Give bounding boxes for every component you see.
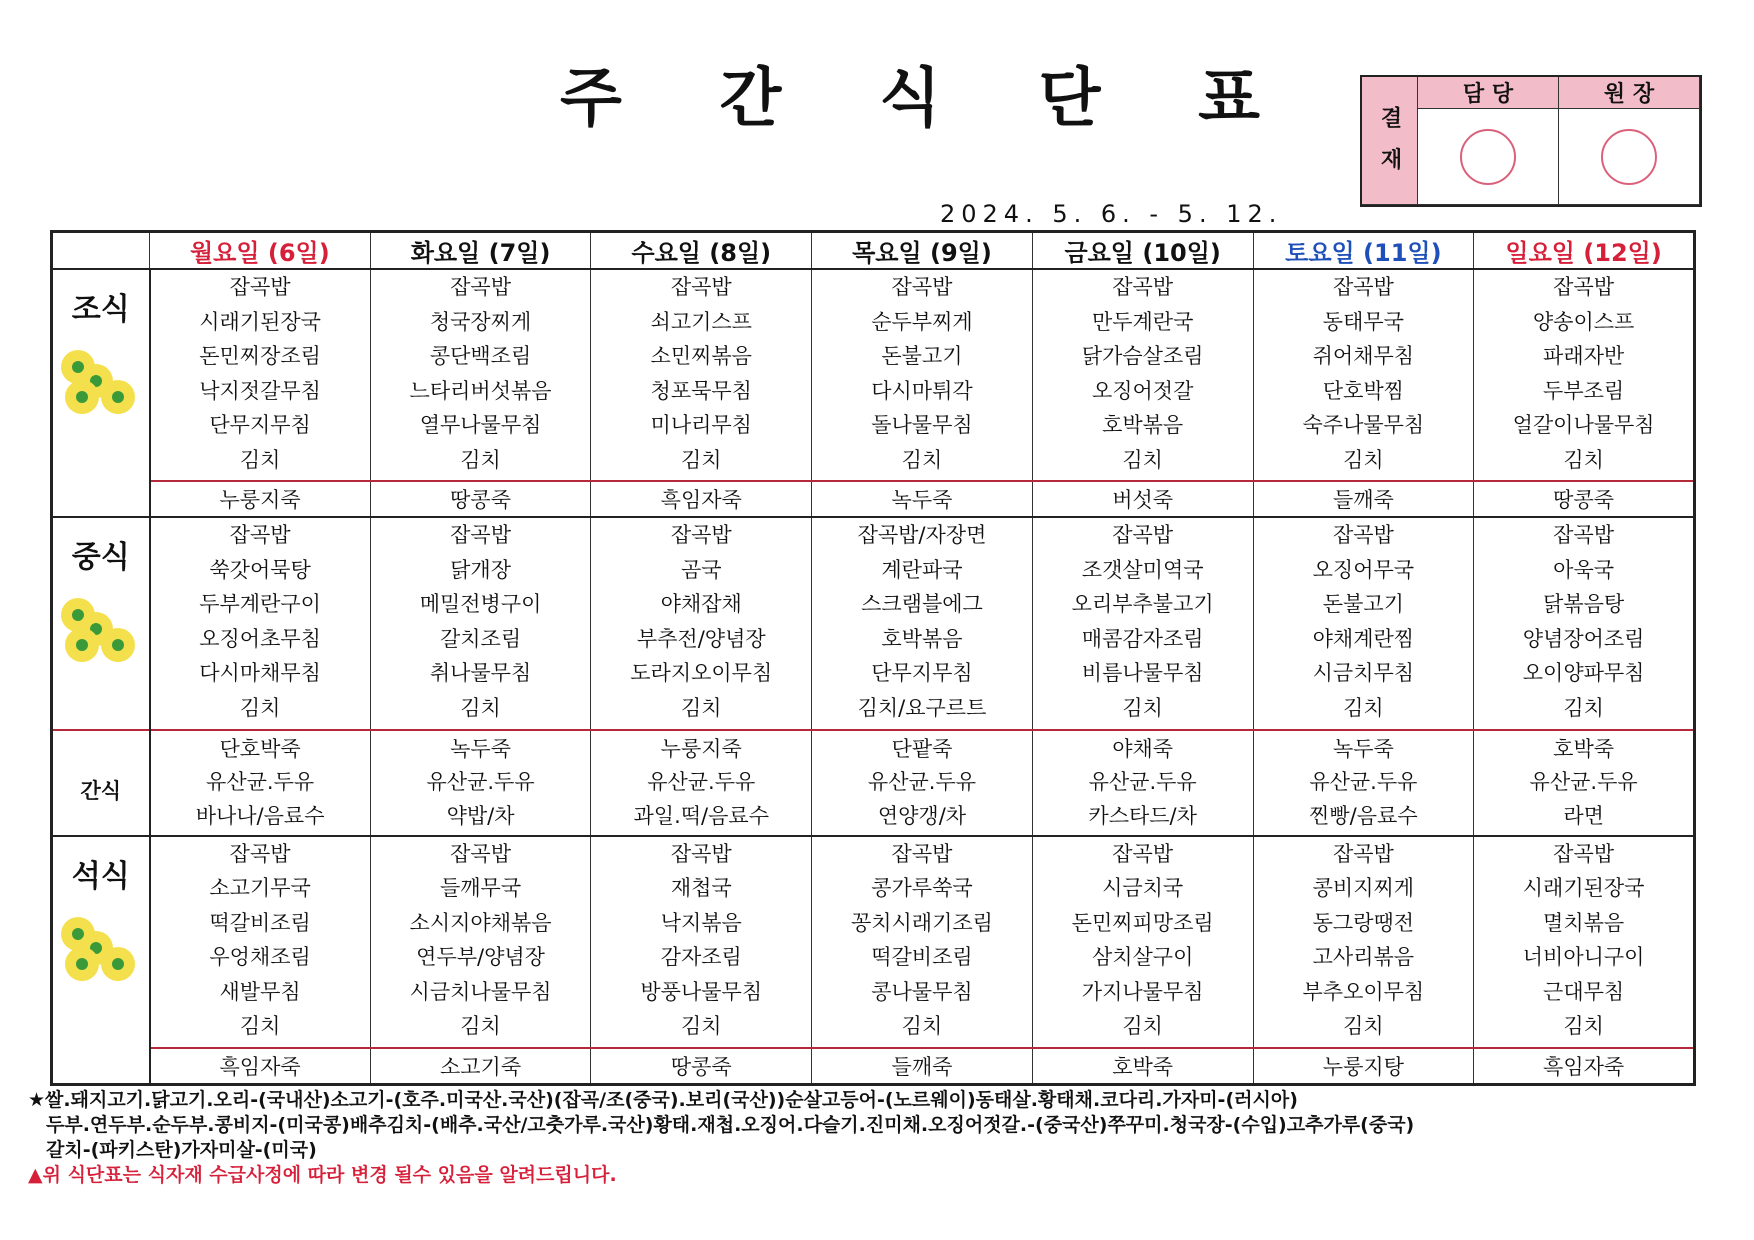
menu-item: 양송이스프: [1532, 309, 1635, 334]
menu-item: 삼치살구이: [1091, 945, 1194, 970]
menu-cell: [1032, 765, 1253, 836]
porridge-cell: 들깨죽: [812, 1048, 1033, 1085]
menu-item: 잡곡밥: [1112, 523, 1174, 548]
stamp-icon: [1460, 129, 1516, 185]
menu-cell: [150, 836, 371, 1048]
menu-item: 열무나물무침: [419, 413, 542, 437]
menu-item: 취나물무침: [429, 661, 532, 686]
menu-item: 유산균.두유: [206, 769, 315, 794]
porridge-cell: 흑임자죽: [591, 481, 812, 517]
day-header: [591, 232, 812, 270]
menu-cell: [1253, 517, 1474, 729]
menu-cell: [591, 765, 812, 836]
menu-item: 김치: [1122, 695, 1163, 720]
menu-item: 순두부찌게: [871, 309, 973, 334]
porridge-cell: 녹두죽: [812, 481, 1033, 517]
porridge-cell: 흑임자죽: [1474, 1048, 1695, 1085]
menu-item: 라면: [1563, 804, 1604, 829]
menu-item: 잡곡밥: [670, 523, 732, 548]
day-header: [1474, 232, 1695, 270]
menu-item: 잡곡밥: [229, 841, 291, 866]
menu-item: 쑥갓어묵탕: [209, 557, 311, 582]
menu-item: 잡곡밥: [1553, 841, 1615, 866]
menu-item: 콩나물무침: [871, 979, 973, 1004]
menu-item: 오징어젓갈: [1091, 378, 1194, 403]
menu-item: 방풍나물무침: [640, 979, 763, 1004]
porridge-cell: 버섯죽: [1032, 481, 1253, 517]
stamp-icon: [1601, 129, 1657, 185]
menu-cell: [1032, 269, 1253, 481]
menu-item: 김치: [1122, 447, 1163, 472]
menu-item: 돌나물무침: [871, 413, 973, 437]
menu-item: 야채계란찜: [1312, 626, 1415, 651]
menu-cell: [1474, 269, 1695, 481]
day-label-fri: 금요일 (10일): [1064, 239, 1221, 267]
menu-item: 아욱국: [1553, 557, 1615, 582]
menu-item: 유산균.두유: [426, 769, 535, 794]
menu-cell: [812, 836, 1033, 1048]
menu-item: 도라지오이무침: [630, 661, 773, 686]
menu-item: 쥐어채무침: [1312, 344, 1415, 368]
menu-item: 갈치조림: [439, 626, 522, 651]
menu-item: 김치: [680, 1014, 722, 1039]
menu-item: 잡곡밥: [670, 841, 732, 866]
title-char: 표: [1198, 62, 1260, 136]
menu-item: 단무지무침: [209, 413, 311, 437]
menu-cell: [150, 517, 371, 729]
menu-cell: [1474, 765, 1695, 836]
porridge-cell: 호박죽: [1032, 1048, 1253, 1085]
menu-item: 곰국: [680, 557, 722, 582]
menu-item: 유산균.두유: [867, 769, 977, 794]
porridge-row-snack: [52, 730, 1695, 765]
menu-item: 시금치나물무침: [409, 979, 552, 1004]
menu-table: [50, 230, 1696, 1086]
porridge-cell: 호박죽: [1474, 730, 1695, 765]
porridge-cell: 녹두죽: [370, 730, 591, 765]
menu-item: 떡갈비조림: [209, 910, 311, 935]
menu-item: 낙지젓갈무침: [199, 378, 321, 403]
porridge-cell: 단호박죽: [150, 730, 371, 765]
menu-cell: [370, 765, 591, 836]
menu-item: 잡곡밥: [1112, 841, 1174, 866]
page-title: [560, 48, 1260, 138]
menu-item: 멸치볶음: [1543, 910, 1625, 935]
menu-item: 쇠고기스프: [650, 309, 752, 334]
menu-item: 새발무침: [219, 979, 301, 1004]
menu-item: 연양갱/차: [877, 804, 967, 829]
porridge-cell: 땅콩죽: [370, 481, 591, 517]
meal-label-breakfast: [52, 269, 150, 517]
day-header: [1253, 232, 1474, 270]
meal-row-lunch: [52, 517, 1695, 729]
menu-item: 동그랑땡전: [1312, 910, 1415, 935]
menu-cell: [812, 517, 1033, 729]
menu-item: 잡곡밥: [450, 523, 511, 548]
menu-item: 다시마튀각: [871, 378, 973, 403]
porridge-cell: 누룽지탕: [1253, 1048, 1474, 1085]
menu-item: 카스타드/차: [1088, 804, 1197, 829]
menu-cell: [812, 765, 1033, 836]
menu-item: 유산균.두유: [1088, 769, 1197, 794]
menu-item: 콩단백조림: [429, 344, 532, 368]
menu-item: 다시마채무침: [199, 661, 321, 686]
meal-row-snack: [52, 765, 1695, 836]
menu-item: 김치: [1343, 447, 1384, 472]
menu-item: 우엉채조림: [209, 945, 311, 970]
flower-icon: [61, 598, 141, 668]
menu-item: 호박볶음: [881, 626, 963, 651]
menu-item: 소고기무국: [209, 876, 311, 901]
menu-item: 잡곡밥: [891, 841, 953, 866]
meal-label-lunch: [52, 517, 150, 729]
porridge-cell: 흑임자죽: [150, 1048, 371, 1085]
menu-cell: [370, 269, 591, 481]
menu-cell: [1253, 269, 1474, 481]
approval-box: [1360, 75, 1702, 207]
menu-item: 유산균.두유: [1529, 769, 1638, 794]
notes: [28, 1088, 1728, 1188]
meal-label-text: 석식: [71, 858, 130, 894]
menu-item: 찐빵/음료수: [1309, 804, 1418, 829]
menu-item: 고사리볶음: [1312, 945, 1415, 970]
approval-side-label: 결 재: [1362, 77, 1418, 205]
menu-item: 매콤감자조림: [1081, 626, 1204, 651]
menu-item: 콩가루쑥국: [871, 876, 973, 901]
menu-item: 김치: [460, 1014, 501, 1039]
menu-item: 약밥/차: [446, 804, 515, 829]
meal-label-snack: [52, 730, 150, 836]
menu-cell: [812, 269, 1033, 481]
day-label-wed: 수요일 (8일): [631, 239, 772, 267]
menu-item: 미나리무침: [650, 413, 752, 437]
day-label-tue: 화요일 (7일): [410, 239, 551, 267]
menu-item: 두부조림: [1543, 378, 1625, 403]
menu-item: 잡곡밥: [670, 275, 732, 299]
menu-item: 오리부추불고기: [1071, 592, 1214, 617]
menu-item: 시래기된장국: [199, 309, 321, 334]
menu-item: 김치/요구르트: [857, 695, 987, 720]
menu-item: 잡곡밥/자장면: [857, 523, 987, 548]
menu-item: 김치: [1122, 1014, 1163, 1039]
day-header: [370, 232, 591, 270]
menu-item: 오징어초무침: [199, 626, 321, 651]
menu-item: 감자조림: [660, 945, 742, 970]
menu-cell: [591, 269, 812, 481]
menu-item: 돈민찌피망조림: [1071, 910, 1214, 935]
menu-cell: [150, 765, 371, 836]
menu-item: 김치: [1343, 695, 1384, 720]
menu-item: 소민찌볶음: [650, 344, 752, 368]
menu-item: 유산균.두유: [647, 769, 756, 794]
menu-item: 닭볶음탕: [1543, 592, 1625, 617]
menu-item: 떡갈비조림: [871, 945, 973, 970]
menu-item: 잡곡밥: [450, 841, 511, 866]
menu-item: 가지나물무침: [1081, 979, 1204, 1004]
origin-note: ★쌀.돼지고기.닭고기.오리-(국내산)소고기-(호주.미국산.국산)(잡곡/조(중국).보리(국산))순살고등어-(노르웨이)동태살.황태채.코다리.가자미-(러시아): [28, 1089, 1298, 1111]
flower-icon: [61, 917, 141, 987]
menu-item: 느타리버섯볶음: [409, 378, 552, 403]
meal-row-dinner: [52, 836, 1695, 1048]
menu-item: 잡곡밥: [1553, 275, 1615, 299]
approval-col-manager: 담 당: [1418, 77, 1559, 109]
menu-item: 김치: [460, 695, 501, 720]
menu-item: 메밀전병구이: [419, 592, 542, 617]
origin-note: 두부.연두부.순두부.콩비지-(미국콩)배추김치-(배추.국산/고춧가루.국산)황태.재첩.오징어.다슬기.진미채.오징어젓갈.-(중국산)쭈꾸미.청국장-(수입)고추가루(중국): [46, 1114, 1415, 1136]
porridge-row-dinner: [52, 1048, 1695, 1085]
porridge-cell: 누룽지죽: [591, 730, 812, 765]
menu-item: 야채잡채: [660, 592, 742, 617]
menu-cell: [591, 517, 812, 729]
menu-item: 잡곡밥: [229, 523, 291, 548]
porridge-row-breakfast: [52, 481, 1695, 517]
menu-item: 돈불고기: [1322, 592, 1404, 617]
day-header-row: [52, 232, 1695, 270]
menu-item: 김치: [239, 1014, 281, 1039]
menu-item: 스크램블에그: [861, 592, 983, 617]
menu-item: 근대무침: [1543, 979, 1625, 1004]
menu-item: 너비아니구이: [1522, 945, 1645, 970]
origin-note: 갈치-(파키스탄)가자미살-(미국): [46, 1139, 317, 1161]
porridge-cell: 땅콩죽: [1474, 481, 1695, 517]
menu-item: 호박볶음: [1102, 413, 1184, 437]
menu-item: 부추오이무침: [1302, 979, 1425, 1004]
menu-item: 김치: [901, 1014, 943, 1039]
menu-item: 돈민찌장조림: [199, 344, 321, 368]
menu-item: 잡곡밥: [229, 275, 291, 299]
menu-body: [52, 269, 1695, 1085]
menu-item: 시금치무침: [1312, 661, 1415, 686]
menu-item: 계란파국: [881, 557, 963, 582]
menu-item: 만두계란국: [1091, 309, 1194, 334]
menu-item: 김치: [239, 695, 281, 720]
porridge-cell: 땅콩죽: [591, 1048, 812, 1085]
porridge-cell: 소고기죽: [370, 1048, 591, 1085]
stamp-manager: [1418, 109, 1559, 205]
meal-row-breakfast: [52, 269, 1695, 481]
day-header: [150, 232, 371, 270]
menu-cell: [1474, 836, 1695, 1048]
menu-cell: [1253, 765, 1474, 836]
menu-item: 두부계란구이: [199, 592, 321, 617]
title-char: 간: [719, 62, 782, 136]
menu-item: 조갯살미역국: [1081, 557, 1204, 582]
meal-label-text: 중식: [71, 540, 130, 576]
day-label-thu: 목요일 (9일): [852, 239, 992, 267]
menu-cell: [370, 836, 591, 1048]
menu-item: 잡곡밥: [1332, 841, 1394, 866]
menu-item: 시금치국: [1102, 876, 1184, 901]
menu-item: 잡곡밥: [1332, 523, 1394, 548]
menu-item: 김치: [680, 695, 722, 720]
menu-item: 돈불고기: [881, 344, 963, 368]
title-char: 단: [1038, 62, 1101, 136]
menu-item: 김치: [460, 447, 501, 472]
menu-item: 파래자반: [1543, 344, 1625, 368]
menu-item: 청국장찌게: [429, 309, 532, 334]
menu-cell: [370, 517, 591, 729]
title-char: 식: [879, 62, 941, 136]
menu-item: 김치: [901, 447, 943, 472]
menu-item: 숙주나물무침: [1302, 413, 1425, 437]
menu-item: 잡곡밥: [891, 275, 953, 299]
menu-item: 오이양파무침: [1522, 661, 1645, 686]
menu-item: 김치: [1563, 1014, 1604, 1039]
menu-item: 잡곡밥: [1112, 275, 1174, 299]
corner-cell: [52, 232, 150, 270]
menu-cell: [1474, 517, 1695, 729]
menu-item: 닭개장: [450, 557, 511, 582]
stamp-director: [1559, 109, 1700, 205]
menu-item: 꽁치시래기조림: [850, 910, 993, 935]
menu-cell: [150, 269, 371, 481]
meal-label-dinner: [52, 836, 150, 1085]
meal-label-text: 간식: [80, 778, 122, 803]
title-char: 주: [560, 62, 622, 136]
menu-item: 재첩국: [670, 876, 732, 901]
menu-item: 닭가슴살조림: [1081, 344, 1204, 368]
menu-item: 잡곡밥: [450, 275, 511, 299]
menu-item: 유산균.두유: [1309, 769, 1418, 794]
menu-item: 양념장어조림: [1522, 626, 1645, 651]
menu-item: 과일.떡/음료수: [633, 804, 769, 829]
porridge-cell: 야채죽: [1032, 730, 1253, 765]
menu-cell: [1253, 836, 1474, 1048]
menu-item: 김치: [1343, 1014, 1384, 1039]
porridge-cell: 누룽지죽: [150, 481, 371, 517]
menu-item: 김치: [1563, 447, 1604, 472]
day-label-sat: 토요일 (11일): [1285, 239, 1442, 267]
menu-item: 잡곡밥: [1553, 523, 1615, 548]
day-header: [812, 232, 1033, 270]
menu-item: 김치: [1563, 695, 1604, 720]
menu-cell: [591, 836, 812, 1048]
menu-item: 콩비지찌게: [1312, 876, 1415, 901]
flower-icon: [61, 350, 141, 420]
date-range: 2024. 5. 6. - 5. 12.: [940, 200, 1283, 228]
menu-item: 바나나/음료수: [195, 804, 325, 829]
menu-item: 시래기된장국: [1522, 876, 1645, 901]
menu-item: 단호박찜: [1322, 378, 1404, 403]
menu-item: 청포묵무침: [650, 378, 752, 403]
menu-item: 단무지무침: [871, 661, 973, 686]
menu-item: 오징어무국: [1312, 557, 1415, 582]
menu-item: 김치: [680, 447, 722, 472]
menu-item: 낙지볶음: [660, 910, 742, 935]
meal-label-text: 조식: [71, 292, 130, 327]
menu-item: 김치: [239, 447, 281, 472]
menu-item: 들깨무국: [439, 876, 522, 901]
menu-cell: [1032, 836, 1253, 1048]
menu-item: 얼갈이나물무침: [1512, 413, 1655, 437]
menu-cell: [1032, 517, 1253, 729]
menu-item: 잡곡밥: [1332, 275, 1394, 299]
approval-col-director: 원 장: [1559, 77, 1700, 109]
porridge-cell: 단팥죽: [812, 730, 1033, 765]
menu-item: 연두부/양념장: [416, 945, 545, 970]
porridge-cell: 들깨죽: [1253, 481, 1474, 517]
day-label-sun: 일요일 (12일): [1505, 239, 1662, 267]
change-notice: ▲위 식단표는 식자재 수급사정에 따라 변경 될수 있음을 알려드립니다.: [28, 1164, 617, 1186]
menu-item: 부추전/양념장: [636, 626, 766, 651]
menu-item: 동태무국: [1322, 309, 1404, 334]
day-header: [1032, 232, 1253, 270]
menu-item: 소시지야채볶음: [409, 910, 552, 935]
menu-item: 비름나물무침: [1081, 661, 1204, 686]
day-label-mon: 월요일 (6일): [189, 239, 330, 267]
porridge-cell: 녹두죽: [1253, 730, 1474, 765]
